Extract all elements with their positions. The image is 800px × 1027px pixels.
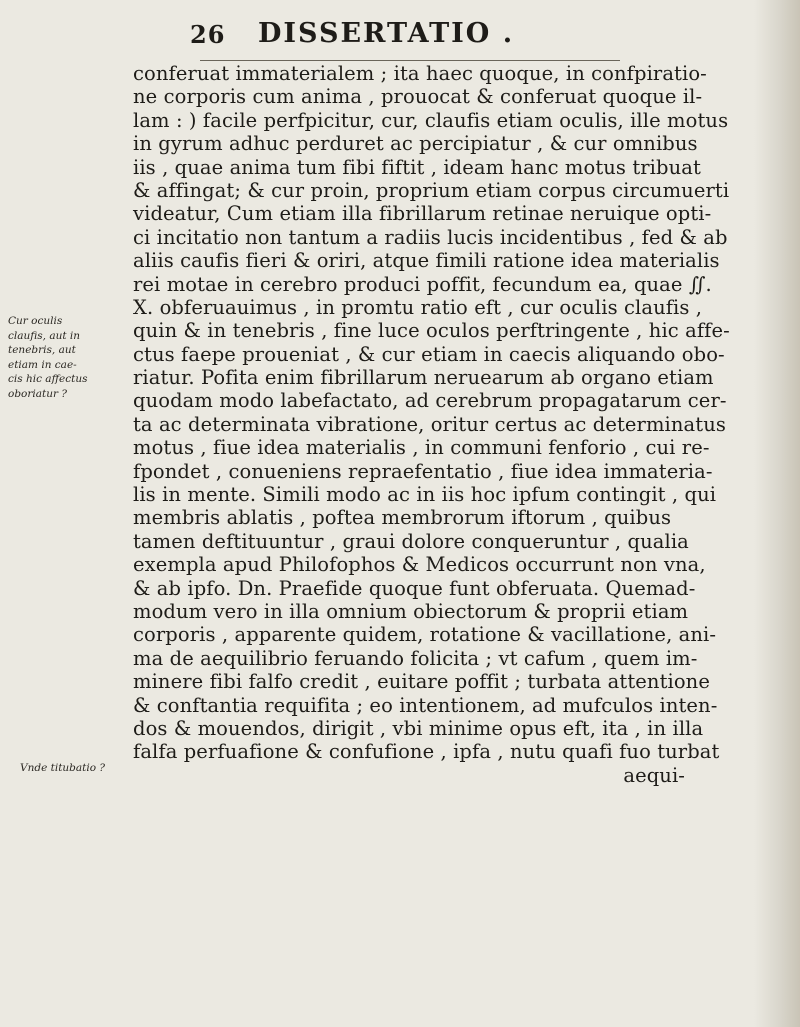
text-line: iis , quae anima tum fibi fiftit , ideam hanc motus tribuat bbox=[133, 155, 701, 179]
text-line: in gyrum adhuc perduret ac percipiatur , & cur omnibus bbox=[133, 132, 698, 156]
text-line: modum vero in illa omnium obiectorum & proprii etiam bbox=[133, 599, 689, 623]
text-line: quin & in tenebris , fine luce oculos perftringente , hic affe- bbox=[133, 319, 730, 343]
page-number: 26 bbox=[190, 20, 226, 49]
text-line: fpondet , conueniens repraefentatio , fiue idea immateria- bbox=[133, 459, 713, 483]
text-line: exempla apud Philofophos & Medicos occurrunt non vna, bbox=[133, 553, 706, 577]
text-line: ma de aequilibrio feruando folicita ; vt cafum , quem im- bbox=[133, 646, 698, 670]
text-line: minere fibi falfo credit , euitare poffit ; turbata attentione bbox=[133, 670, 710, 694]
text-line: membris ablatis , poftea membrorum iftorum , quibus bbox=[133, 506, 672, 530]
margin-note-line: Vnde titubatio ? bbox=[20, 762, 106, 774]
catchword: aequi- bbox=[623, 763, 685, 787]
text-line: rei motae in cerebro produci poffit, fecundum ea, quae ∬. bbox=[133, 272, 712, 296]
body-text bbox=[133, 62, 730, 787]
running-title: DISSERTATIO . bbox=[258, 18, 515, 49]
text-line: & ab ipfo. Dn. Praefide quoque funt obferuata. Quemad- bbox=[133, 576, 696, 600]
text-line: motus , fiue idea materialis , in communi fenforio , cui re- bbox=[133, 436, 710, 460]
margin-note-line: Cur oculis bbox=[8, 315, 63, 327]
text-line: dos & mouendos, dirigit , vbi minime opus eft, ita , in illa bbox=[133, 716, 704, 740]
margin-note-titubatio bbox=[20, 761, 135, 776]
margin-note-eyes-closed bbox=[8, 314, 123, 401]
text-line: lam : ) facile perfpicitur, cur, claufis etiam oculis, ille motus bbox=[133, 108, 729, 132]
margin-note-line: oboriatur ? bbox=[8, 387, 67, 400]
text-line: tamen deftituuntur , graui dolore conqueruntur , qualia bbox=[133, 529, 689, 553]
text-line: & conftantia requifita ; eo intentionem, ad mufculos inten- bbox=[133, 693, 718, 717]
text-line: X. obferuauimus , in promtu ratio eft , cur oculis claufis , bbox=[133, 295, 703, 319]
text-line: conferuat immaterialem ; ita haec quoque, in confpiratio- bbox=[133, 62, 707, 85]
text-line: corporis , apparente quidem, rotatione & vacillatione, ani- bbox=[133, 623, 717, 647]
text-line: ne corporis cum anima , prouocat & conferuat quoque il- bbox=[133, 85, 703, 109]
text-line: ctus faepe proueniat , & cur etiam in caecis aliquando obo- bbox=[133, 342, 725, 366]
text-line: & affingat; & cur proin, proprium etiam corpus circumuerti bbox=[133, 178, 730, 202]
header-rule bbox=[200, 60, 620, 61]
text-line: quodam modo labefactato, ad cerebrum propagatarum cer- bbox=[133, 389, 727, 413]
page-header bbox=[190, 12, 610, 62]
text-line: videatur, Cum etiam illa fibrillarum retinae neruique opti- bbox=[133, 202, 712, 226]
page-edge-shadow bbox=[754, 0, 800, 1027]
text-line: ta ac determinata vibratione, oritur certus ac determinatus bbox=[133, 412, 726, 436]
margin-note-line: tenebris, aut bbox=[8, 344, 76, 356]
text-line: ci incitatio non tantum a radiis lucis incidentibus , fed & ab bbox=[133, 225, 728, 249]
margin-note-line: etiam in cae- bbox=[8, 358, 77, 371]
text-line: riatur. Pofita enim fibrillarum neruearum ab organo etiam bbox=[133, 366, 714, 390]
text-line: lis in mente. Simili modo ac in iis hoc ipfum contingit , qui bbox=[133, 483, 717, 507]
margin-note-line: cis hic affectus bbox=[8, 373, 88, 385]
text-line: aliis caufis fieri & oriri, atque fimili ratione idea materialis bbox=[133, 249, 720, 273]
margin-note-line: claufis, aut in bbox=[8, 329, 81, 342]
text-line: falfa perfuafione & confufione , ipfa , nutu quafi fuo turbat bbox=[133, 740, 720, 764]
